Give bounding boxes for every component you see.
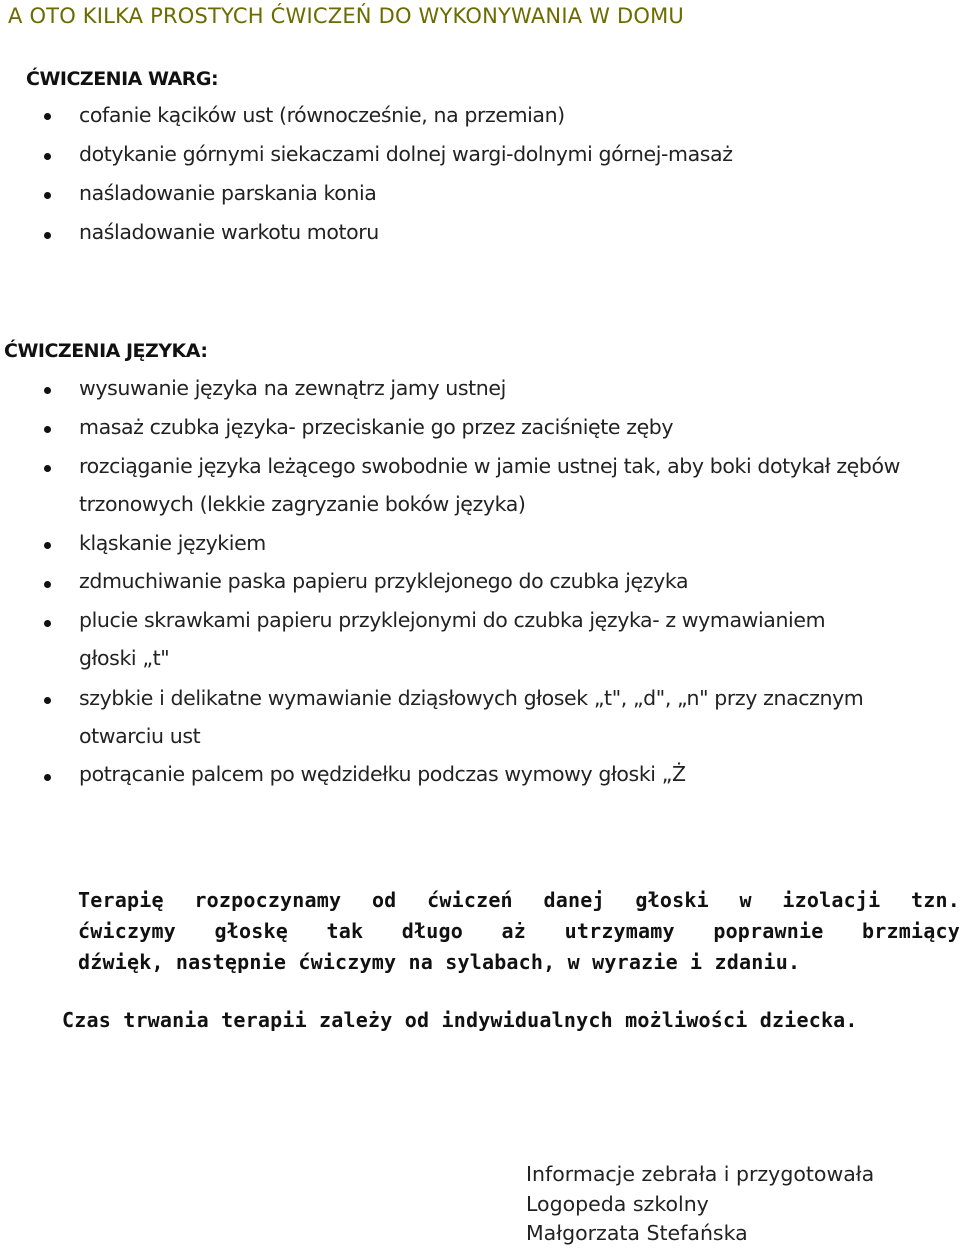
therapy-paragraph xyxy=(78,885,960,978)
list-item-continuation: głoski „t" xyxy=(79,646,170,670)
therapy-line: ćwiczymy głoskę tak długo aż utrzymamy poprawnie brzmiący xyxy=(78,919,960,943)
signature-name: Małgorzata Stefańska xyxy=(526,1221,748,1245)
bullet-icon xyxy=(44,465,51,472)
list-item: naśladowanie parskania konia xyxy=(79,181,377,205)
bullet-icon xyxy=(44,153,51,160)
list-item: dotykanie górnymi siekaczami dolnej wargi-dolnymi górnej-masaż xyxy=(79,142,733,166)
bullet-icon xyxy=(44,620,51,627)
lip-exercises-heading: ĆWICZENIA WARG: xyxy=(26,68,219,90)
bullet-icon xyxy=(44,192,51,199)
list-item: szybkie i delikatne wymawianie dziąsłowych głosek „t", „d", „n" przy znacznym xyxy=(79,686,864,710)
list-item: masaż czubka języka- przeciskanie go przez zaciśnięte zęby xyxy=(79,415,674,439)
tongue-exercises-heading: ĆWICZENIA JĘZYKA: xyxy=(4,340,208,362)
bullet-icon xyxy=(44,581,51,588)
signature-role: Logopeda szkolny xyxy=(526,1192,709,1216)
bullet-icon xyxy=(44,426,51,433)
list-item: naśladowanie warkotu motoru xyxy=(79,220,379,244)
list-item: cofanie kącików ust (równocześnie, na przemian) xyxy=(79,103,565,127)
list-item: kląskanie językiem xyxy=(79,531,266,555)
bullet-icon xyxy=(44,113,51,120)
list-item: wysuwanie języka na zewnątrz jamy ustnej xyxy=(79,376,506,400)
list-item: plucie skrawkami papieru przyklejonymi do czubka języka- z wymawianiem xyxy=(79,608,826,632)
therapy-duration-note: Czas trwania terapii zależy od indywidualnych możliwości dziecka. xyxy=(62,1008,858,1032)
bullet-icon xyxy=(44,387,51,394)
bullet-icon xyxy=(44,542,51,549)
therapy-line: dźwięk, następnie ćwiczymy na sylabach, w wyrazie i zdaniu. xyxy=(78,950,801,974)
therapy-line: Terapię rozpoczynamy od ćwiczeń danej głoski w izolacji tzn. xyxy=(78,888,960,912)
signature-line: Informacje zebrała i przygotowała xyxy=(526,1162,875,1186)
list-item: zdmuchiwanie paska papieru przyklejonego do czubka języka xyxy=(79,569,689,593)
list-item: rozciąganie języka leżącego swobodnie w jamie ustnej tak, aby boki dotykał zębów xyxy=(79,454,901,478)
bullet-icon xyxy=(44,774,51,781)
page-title: A OTO KILKA PROSTYCH ĆWICZEŃ DO WYKONYWANIA W DOMU xyxy=(8,4,684,28)
bullet-icon xyxy=(44,697,51,704)
bullet-icon xyxy=(44,232,51,239)
list-item: potrącanie palcem po wędzidełku podczas wymowy głoski „Ż xyxy=(79,762,686,786)
list-item-continuation: otwarciu ust xyxy=(79,724,201,748)
list-item-continuation: trzonowych (lekkie zagryzanie boków języka) xyxy=(79,492,526,516)
